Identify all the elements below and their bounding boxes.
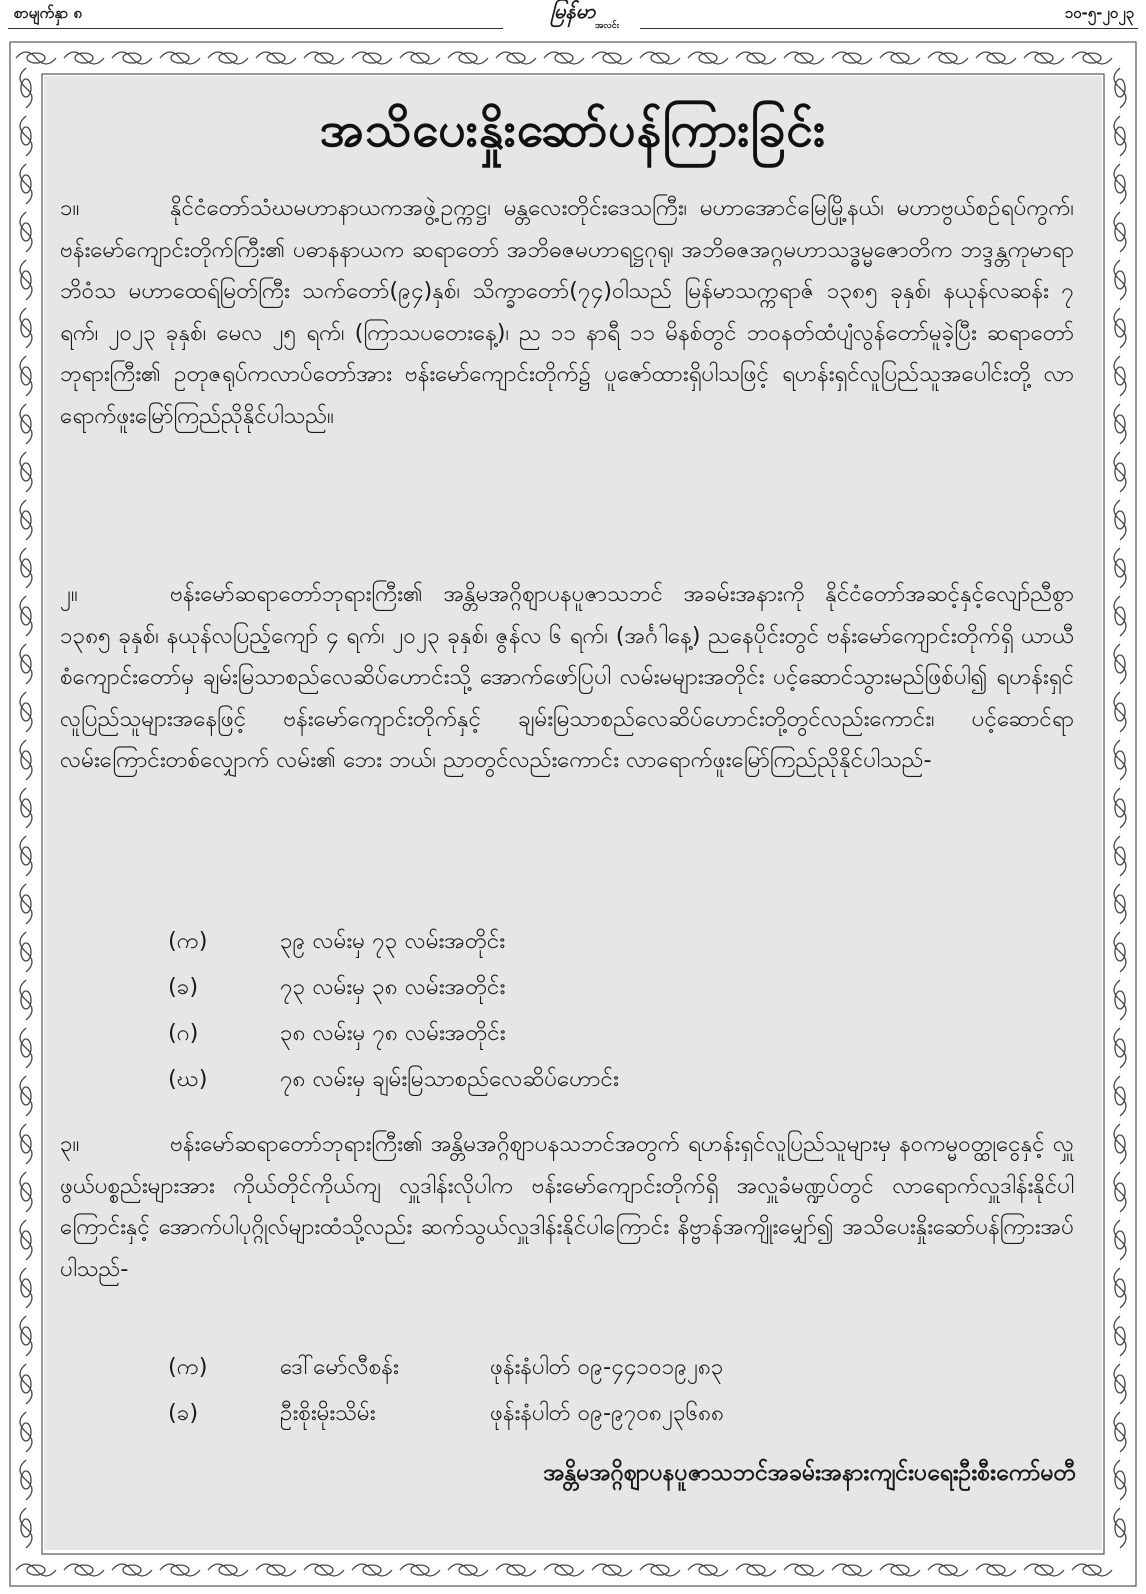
route-text: ၃၈ လမ်းမှ ၇၈ လမ်းအတိုင်း xyxy=(280,1020,506,1046)
paragraph-1 xyxy=(60,188,1074,437)
paragraph-number: ၁။ xyxy=(60,195,80,221)
notice-title: အသိပေးနှိုးဆော်ပန်ကြားခြင်း xyxy=(319,102,827,158)
list-item xyxy=(168,964,619,1010)
page-header xyxy=(0,0,1146,32)
issue-date: ၁၀-၅-၂၀၂၃ xyxy=(1064,4,1134,22)
header-rule-left xyxy=(8,28,503,29)
logo-text: မြန်မာ xyxy=(550,0,596,23)
route-key: (ခ) xyxy=(168,974,199,1000)
paragraph-2 xyxy=(60,574,1074,782)
paragraph-text: ဗန်းမော်ဆရာတော်ဘုရားကြီး၏ အန္တိမအဂ္ဂိဈာပနသဘင်အတွက် ရဟန်းရှင်လူပြည်သူများမှ နဝကမ္မဝတ္ထုငွေနှင့် လှူဖွယ်ပစ္စည်းများအား ကိုယ်တိုင်ကိုယ်ကျ လှူဒါန်းလိုပါက ဗန်းမော်ကျောင်းတိုက်ရှိ အလှူခံမဏ္ဍပ်တွင် လာရောက်လှူဒါန်းနိုင်ပါကြောင်းနှင့် အောက်ပါပုဂ္ဂိုလ်များထံသို့လည်း ဆက်သွယ်လှူဒါန်းနိုင်ပါကြောင်း နိဗ္ဗာန်အကျိုးမျှော်၍ အသိပေးနှိုးဆော်ပန်ကြားအပ်ပါသည်- xyxy=(60,1131,1074,1282)
paragraph-number: ၂။ xyxy=(60,581,78,607)
page-number: စာမျက်နှာ ၈ xyxy=(14,4,82,22)
list-item xyxy=(168,1390,724,1436)
newspaper-logo xyxy=(505,0,641,30)
logo-subtext: အလင်း xyxy=(595,21,619,31)
contact-name: ဒေါ်မော်လီစန်း xyxy=(280,1354,399,1380)
list-item xyxy=(168,1344,724,1390)
route-list xyxy=(168,918,619,1102)
route-key: (ဃ) xyxy=(168,1066,208,1092)
paragraph-number: ၃။ xyxy=(60,1131,80,1157)
header-rule-right xyxy=(640,28,1138,29)
list-item xyxy=(168,1010,619,1056)
contact-phone: ဖုန်းနံပါတ် ၀၉-၄၄၁၀၁၉၂၈၃ xyxy=(490,1354,724,1380)
paragraph-text: ဗန်းမော်ဆရာတော်ဘုရားကြီး၏ အန္တိမအဂ္ဂိဈာပနပူဇာသဘင် အခမ်းအနားကို နိုင်ငံတော်အဆင့်နှင့်လျော်ညီစွာ ၁၃၈၅ ခုနှစ်၊ နယုန်လပြည့်ကျော် ၄ ရက်၊ ၂၀၂၃ ခုနှစ်၊ ဇွန်လ ၆ ရက်၊ (အင်္ဂါနေ့) ညနေပိုင်းတွင် ဗန်းမော်ကျောင်းတိုက်ရှိ ယာယီစံကျောင်းတော်မှ ချမ်းမြသာစည်လေဆိပ်ဟောင်းသို့ အောက်ဖော်ပြပါ လမ်းမများအတိုင်း ပင့်ဆောင်သွားမည်ဖြစ်ပါ၍ ရဟန်းရှင်လူပြည်သူများအနေဖြင့် ဗန်းမော်ကျောင်းတိုက်နှင့် ချမ်းမြသာစည်လေဆိပ်ဟောင်းတို့တွင်လည်းကောင်း၊ ပင့်ဆောင်ရာလမ်းကြောင်းတစ်လျှောက် လမ်း၏ ဘေး ဘယ်၊ ညာတွင်လည်းကောင်း လာရောက်ဖူးမြော်ကြည်ညိုနိုင်ပါသည်- xyxy=(60,581,1074,773)
route-text: ၃၉ လမ်းမှ ၇၃ လမ်းအတိုင်း xyxy=(280,928,506,954)
route-text: ၇၈ လမ်းမှ ချမ်းမြသာစည်လေဆိပ်ဟောင်း xyxy=(280,1066,619,1092)
list-item xyxy=(168,918,619,964)
contact-key: (ခ) xyxy=(168,1400,199,1426)
route-text: ၇၃ လမ်းမှ ၃၈ လမ်းအတိုင်း xyxy=(280,974,506,1000)
paragraph-text: နိုင်ငံတော်သံဃမဟာနာယကအဖွဲ့ဥက္ကဋ္ဌ၊ မန္တလေးတိုင်းဒေသကြီး၊ မဟာအောင်မြေမြို့နယ်၊ မဟာဗွယ်စဉ်ရပ်ကွက်၊ ဗန်းမော်ကျောင်းတိုက်ကြီး၏ ပဓာနနာယက ဆရာတော် အဘိဓဇမဟာရဋ္ဌဂုရု၊ အဘိဓဇအဂ္ဂမဟာသဒ္ဓမ္မဇောတိက ဘဒ္ဒန္တကုမာရာဘိဝံသ မဟာထေရ်မြတ်ကြီး သက်တော်(၉၄)နှစ်၊ သိက္ခာတော်(၇၄)ဝါသည် မြန်မာသက္ကရာဇ် ၁၃၈၅ ခုနှစ်၊ နယုန်လဆန်း ၇ ရက်၊ ၂၀၂၃ ခုနှစ်၊ မေလ ၂၅ ရက်၊ (ကြာသပတေးနေ့)၊ ည ၁၁ နာရီ ၁၁ မိနစ်တွင် ဘဝနတ်ထံပျံလွန်တော်မူခဲ့ပြီး ဆရာတော်ဘုရားကြီး၏ ဥတုဇရုပ်ကလာပ်တော်အား ဗန်းမော်ကျောင်းတိုက်၌ ပူဇော်ထားရှိပါသဖြင့် ရဟန်းရှင်လူပြည်သူအပေါင်းတို့ လာရောက်ဖူးမြော်ကြည်ညိုနိုင်ပါသည်။ xyxy=(60,195,1074,429)
contact-list xyxy=(168,1344,724,1436)
route-key: (က) xyxy=(168,928,208,954)
contact-phone: ဖုန်းနံပါတ် ၀၉-၉၇၀၈၂၃၆၈၈ xyxy=(490,1400,724,1426)
committee-signature: အန္တိမအဂ္ဂိဈာပနပူဇာသဘင်အခမ်းအနားကျင်းပရေးဦးစီးကော်မတီ xyxy=(543,1460,1076,1486)
paragraph-3 xyxy=(60,1124,1074,1290)
contact-key: (က) xyxy=(168,1354,208,1380)
route-key: (ဂ) xyxy=(168,1020,199,1046)
contact-name: ဦးစိုးမိုးသိမ်း xyxy=(280,1400,376,1426)
list-item xyxy=(168,1056,619,1102)
